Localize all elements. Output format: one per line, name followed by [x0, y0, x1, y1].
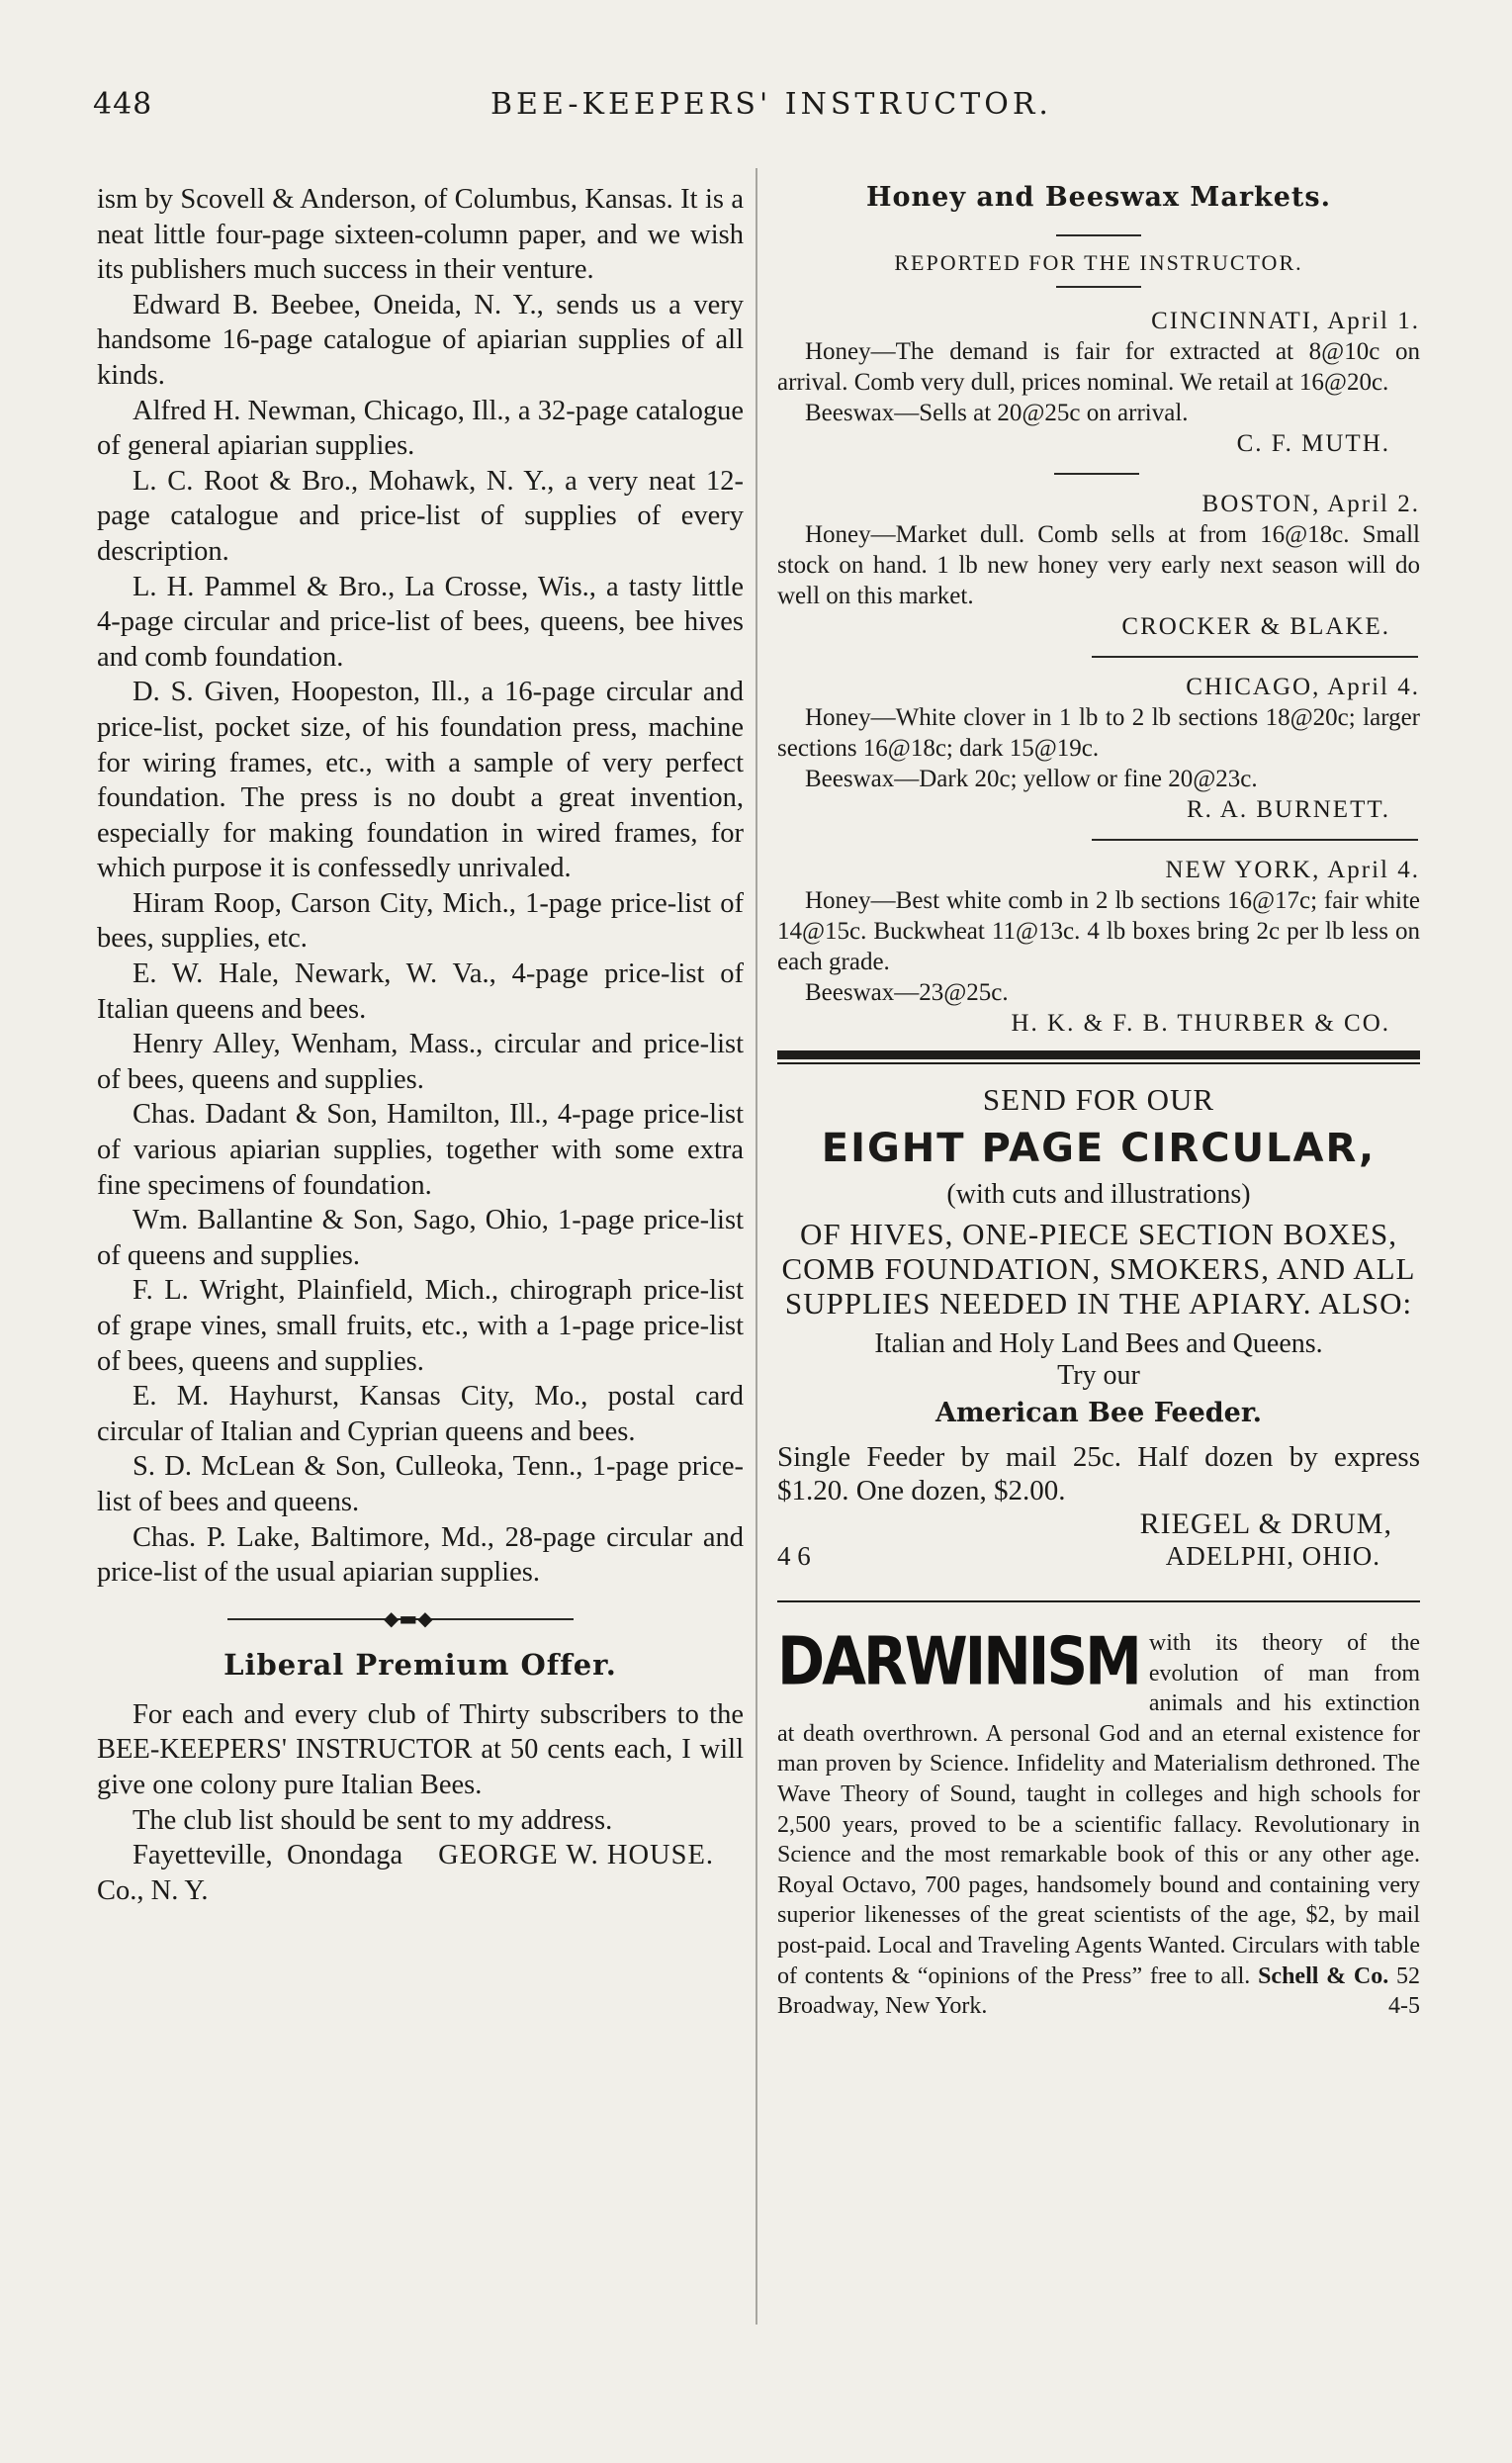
market-line: Beeswax—Dark 20c; yellow or fine 20@23c. — [805, 766, 1258, 792]
ad-product: American Bee Feeder. — [935, 1398, 1262, 1428]
ornament-icon: ◆▬◆ — [384, 1605, 433, 1630]
market-signature: H. K. & F. B. THURBER & CO. — [1011, 1010, 1390, 1037]
heavy-rule — [777, 1050, 1420, 1059]
premium-text: The club list should be sent to my address. — [133, 1804, 613, 1836]
list-item: D. S. Given, Hoopeston, Ill., a 16-page circular and price-list, pocket size, of his foundation press, machine for wiring frames, etc., with a sample of very perfect foundation. The press is no doubt a great invention, especially for making foundation in wired frames, for which purpose it is confessedly unrivaled. — [97, 677, 744, 884]
darwinism-code: 4-5 — [1388, 1993, 1420, 2020]
paragraph-continuation: ism by Scovell & Anderson, of Columbus, Kansas. It is a neat little four-page sixteen-column paper, and we wish its publishers much success in their venture. — [97, 184, 744, 286]
market-report — [777, 306, 1420, 459]
premium-paragraph — [97, 1803, 744, 1871]
ad-line: SEND FOR OUR — [982, 1082, 1215, 1117]
ad-code: 4 6 — [777, 1541, 811, 1571]
market-line: Beeswax—Sells at 20@25c on arrival. — [805, 400, 1189, 426]
market-line: Honey—The demand is fair for extracted at 8@10c on arrival. Comb very dull, prices nominal. We retail at 16@20c. — [777, 338, 1420, 396]
market-dateline: BOSTON, April 2. — [1201, 491, 1420, 517]
darwinism-title: DARWINISM — [777, 1622, 1139, 1700]
list-item: F. L. Wright, Plainfield, Mich., chirograph price-list of grape vines, small fruits, etc., with a 1-page price-list of bees, queens and supplies. — [97, 1275, 744, 1377]
market-line: Honey—White clover in 1 lb to 2 lb sections 18@20c; larger sections 16@18c; dark 15@19c. — [777, 704, 1420, 762]
list-item: E. W. Hale, Newark, W. Va., 4-page price-list of Italian queens and bees. — [97, 958, 744, 1025]
market-dateline: CHICAGO, April 4. — [1186, 674, 1420, 700]
list-item: S. D. McLean & Son, Culleoka, Tenn., 1-page price-list of bees and queens. — [97, 1451, 744, 1517]
ad-footer — [777, 1541, 1420, 1579]
list-item: E. M. Hayhurst, Kansas City, Mo., postal card circular of Italian and Cyprian queens and bees. — [97, 1381, 744, 1447]
thin-rule — [777, 1600, 1420, 1602]
list-item: L. C. Root & Bro., Mohawk, N. Y., a very neat 12-page catalogue and price-list of supplies of every description. — [97, 465, 744, 567]
list-item: Chas. P. Lake, Baltimore, Md., 28-page circular and price-list of the usual apiarian supplies. — [97, 1521, 744, 1589]
ad-headline: EIGHT PAGE CIRCULAR, — [821, 1126, 1377, 1171]
ad-company: RIEGEL & DRUM, — [1139, 1507, 1392, 1540]
market-signature: C. F. MUTH. — [1236, 430, 1390, 457]
column-divider — [756, 168, 757, 2325]
list-item: Wm. Ballantine & Son, Sago, Ohio, 1-page price-list of queens and supplies. — [97, 1205, 744, 1271]
darwinism-advertisement — [777, 1622, 1421, 2022]
reported-line: REPORTED FOR THE INSTRUCTOR. — [894, 250, 1303, 275]
list-item: Chas. Dadant & Son, Hamilton, Ill., 4-page price-list of various apiarian supplies, together with some extra fine specimens of foundation. — [97, 1099, 744, 1201]
report-divider — [1054, 473, 1139, 475]
thin-rule — [777, 1062, 1420, 1064]
report-divider — [1092, 839, 1418, 841]
premium-paragraph: For each and every club of Thirty subscribers to the BEE-KEEPERS' INSTRUCTOR at 50 cents each, I will give one colony pure Italian Bees. — [97, 1698, 744, 1800]
market-dateline: CINCINNATI, April 1. — [1151, 308, 1420, 334]
market-line: Beeswax—23@25c. — [805, 979, 1009, 1006]
list-item: Alfred H. Newman, Chicago, Ill., a 32-page catalogue of general apiarian supplies. — [97, 395, 744, 462]
darwinism-address: 52 Broadway, New York. — [777, 1962, 1421, 2020]
ad-line: Try our — [1057, 1360, 1140, 1391]
ad-line: OF HIVES, ONE-PIECE SECTION BOXES, COMB FOUNDATION, SMOKERS, AND ALL SUPPLIES NEEDED IN THE APIARY. ALSO: — [781, 1217, 1416, 1321]
darwinism-publisher: Schell & Co. — [1258, 1962, 1389, 1989]
ad-line: (with cuts and illustrations) — [946, 1179, 1251, 1210]
list-item: Hiram Roop, Carson City, Mich., 1-page price-list of bees, supplies, etc. — [97, 887, 744, 955]
ad-address: ADELPHI, OHIO. — [1165, 1541, 1380, 1571]
ornamental-rule — [97, 1604, 744, 1634]
market-report — [777, 489, 1420, 642]
market-signature: R. A. BURNETT. — [1186, 796, 1390, 823]
left-column — [97, 182, 744, 1908]
market-report — [777, 855, 1420, 1039]
short-rule — [1056, 234, 1141, 236]
list-item: L. H. Pammel & Bro., La Crosse, Wis., a tasty little 4-page circular and price-list of bees, queens, bee hives and comb foundation. — [97, 571, 744, 673]
premium-address: Fayetteville, Onondaga Co., N. Y. — [97, 1840, 403, 1906]
ad-prices: Single Feeder by mail 25c. Half dozen by express $1.20. One dozen, $2.00. — [777, 1441, 1420, 1506]
running-title: BEE-KEEPERS' INSTRUCTOR. — [490, 87, 1052, 122]
darwinism-body: with its theory of the evolution of man from animals and his extinction at death overthrown. A personal God and an eternal existence for man proven by Science. Infidelity and Materialism dethroned. The Wave Theory of Sound, taught in colleges and high schools for 2,500 years, proved to be a scientific fallacy. Revolutionary in Science and the most remarkable book of this or any other age. Royal Octavo, 700 pages, handsomely bound and containing very superior likenesses of the great scientists of the age, $2, by mail post-paid. Local and Traveling Agents Wanted. Circulars with table of contents & “opinions of the Press” free to all. — [777, 1630, 1420, 1989]
riegel-advertisement — [777, 1082, 1420, 1579]
list-item: Edward B. Beebee, Oneida, N. Y., sends us a very handsome 16-page catalogue of apiarian supplies of all kinds. — [97, 289, 744, 391]
short-rule — [1056, 286, 1141, 288]
premium-signature: GEORGE W. HOUSE. — [438, 1840, 714, 1871]
page-header — [93, 87, 1428, 138]
market-signature: CROCKER & BLAKE. — [1121, 613, 1390, 640]
report-divider — [1092, 656, 1418, 658]
ad-line: Italian and Holy Land Bees and Queens. — [874, 1328, 1323, 1359]
right-column — [777, 182, 1420, 2022]
market-line: Honey—Best white comb in 2 lb sections 16@17c; fair white 14@15c. Buckwheat 11@13c. 4 lb boxes bring 2c per lb less on each grade. — [777, 887, 1420, 975]
list-item: Henry Alley, Wenham, Mass., circular and price-list of bees, queens and supplies. — [97, 1029, 744, 1095]
page-number: 448 — [93, 87, 153, 122]
markets-heading: Honey and Beeswax Markets. — [866, 182, 1331, 213]
market-report — [777, 672, 1420, 825]
market-dateline: NEW YORK, April 4. — [1165, 857, 1420, 883]
premium-heading: Liberal Premium Offer. — [223, 1647, 617, 1682]
market-line: Honey—Market dull. Comb sells at from 16@18c. Small stock on hand. 1 lb new honey very early next season will do well on this market. — [777, 521, 1420, 609]
